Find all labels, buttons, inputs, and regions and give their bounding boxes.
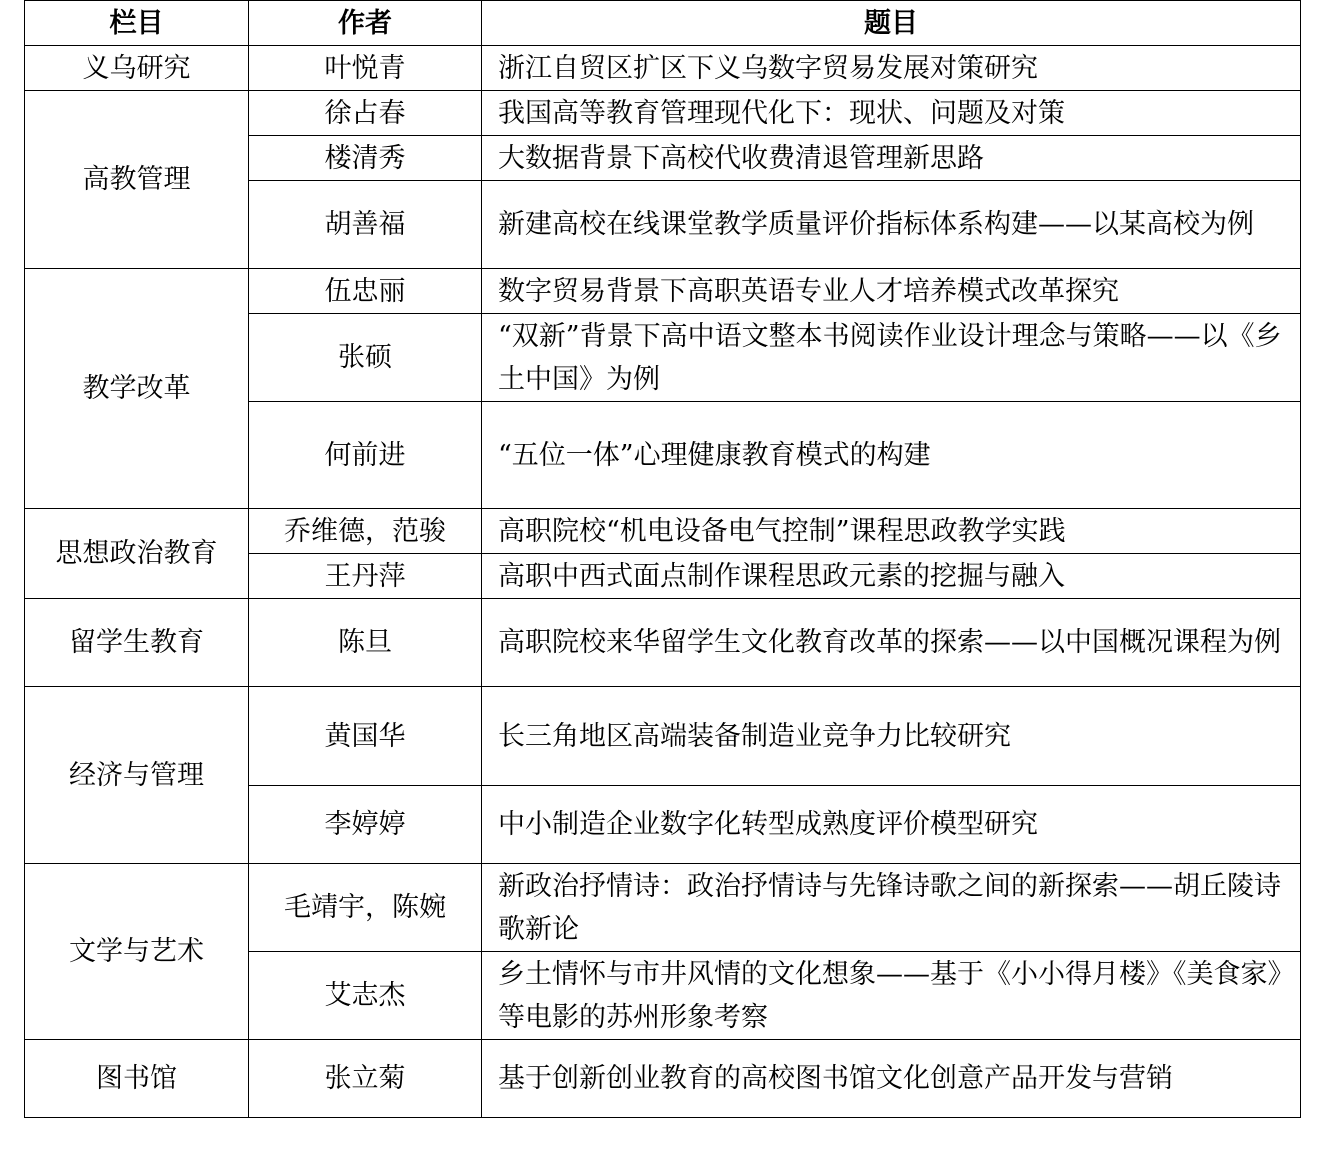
table-header-row: [25, 1, 1301, 46]
article-title: 高职院校来华留学生文化教育改革的探索——以中国概况课程为例: [482, 599, 1301, 687]
article-author: 胡善福: [249, 181, 482, 269]
table-row: [25, 864, 1301, 952]
article-title: 我国高等教育管理现代化下：现状、问题及对策: [482, 91, 1301, 136]
table-of-contents: [24, 0, 1300, 1118]
article-author: 何前进: [249, 402, 482, 509]
article-author: 王丹萍: [249, 554, 482, 599]
article-title: 浙江自贸区扩区下义乌数字贸易发展对策研究: [482, 46, 1301, 91]
article-title: “双新”背景下高中语文整本书阅读作业设计理念与策略——以《乡土中国》为例: [482, 314, 1301, 402]
article-author: 艾志杰: [249, 952, 482, 1040]
column-header-section: 栏目: [25, 1, 249, 46]
section-name: 义乌研究: [25, 46, 249, 91]
article-author: 徐占春: [249, 91, 482, 136]
article-title: 基于创新创业教育的高校图书馆文化创意产品开发与营销: [482, 1040, 1301, 1118]
article-title: 乡土情怀与市井风情的文化想象——基于《小小得月楼》《美食家》等电影的苏州形象考察: [482, 952, 1301, 1040]
section-name: 经济与管理: [25, 687, 249, 864]
table-row: [25, 1040, 1301, 1118]
article-title: 长三角地区高端装备制造业竞争力比较研究: [482, 687, 1301, 786]
table-row: [25, 687, 1301, 786]
article-title: 新建高校在线课堂教学质量评价指标体系构建——以某高校为例: [482, 181, 1301, 269]
article-author: 楼清秀: [249, 136, 482, 181]
section-name: 文学与艺术: [25, 864, 249, 1040]
section-name: 留学生教育: [25, 599, 249, 687]
article-author: 张立菊: [249, 1040, 482, 1118]
article-title: 高职院校“机电设备电气控制”课程思政教学实践: [482, 509, 1301, 554]
article-author: 乔维德，范骏: [249, 509, 482, 554]
article-author: 陈旦: [249, 599, 482, 687]
article-title: 数字贸易背景下高职英语专业人才培养模式改革探究: [482, 269, 1301, 314]
section-name: 思想政治教育: [25, 509, 249, 599]
column-header-author: 作者: [249, 1, 482, 46]
article-author: 伍忠丽: [249, 269, 482, 314]
contents-table: [24, 0, 1301, 1118]
article-author: 张硕: [249, 314, 482, 402]
article-author: 毛靖宇，陈婉: [249, 864, 482, 952]
article-title: 高职中西式面点制作课程思政元素的挖掘与融入: [482, 554, 1301, 599]
table-row: [25, 269, 1301, 314]
article-author: 叶悦青: [249, 46, 482, 91]
section-name: 高教管理: [25, 91, 249, 269]
table-row: [25, 91, 1301, 136]
article-author: 李婷婷: [249, 786, 482, 864]
section-name: 图书馆: [25, 1040, 249, 1118]
column-header-title: 题目: [482, 1, 1301, 46]
table-row: [25, 599, 1301, 687]
table-row: [25, 46, 1301, 91]
article-title: 大数据背景下高校代收费清退管理新思路: [482, 136, 1301, 181]
table-row: [25, 509, 1301, 554]
section-name: 教学改革: [25, 269, 249, 509]
article-title: 新政治抒情诗：政治抒情诗与先锋诗歌之间的新探索——胡丘陵诗歌新论: [482, 864, 1301, 952]
article-title: 中小制造企业数字化转型成熟度评价模型研究: [482, 786, 1301, 864]
article-author: 黄国华: [249, 687, 482, 786]
article-title: “五位一体”心理健康教育模式的构建: [482, 402, 1301, 509]
